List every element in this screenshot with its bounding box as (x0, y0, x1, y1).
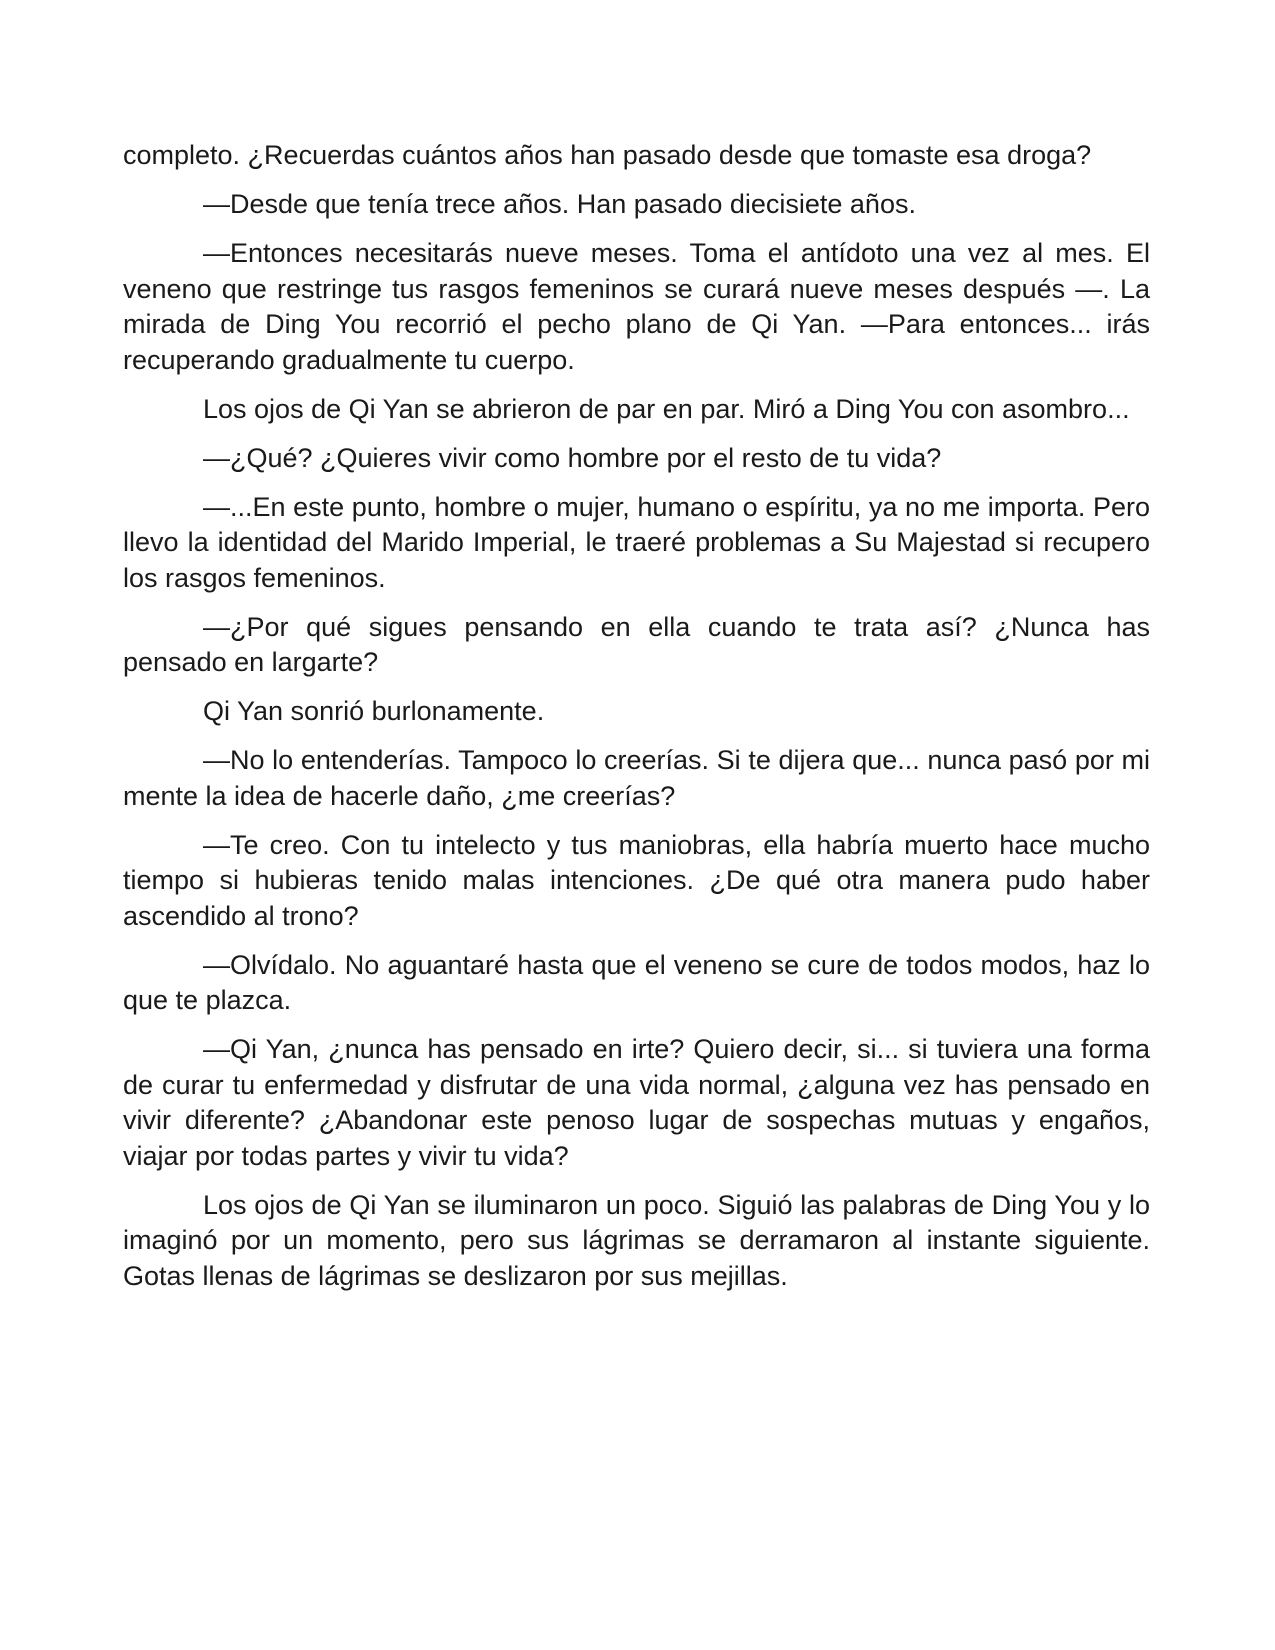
paragraph: Los ojos de Qi Yan se abrieron de par en par. Miró a Ding You con asombro... (203, 393, 1130, 424)
paragraph: —...En este punto, hombre o mujer, humano o espíritu, ya no me importa. Pero llevo la identidad del Marido Imperial, le traeré problemas a Su Majestad si recupero los rasgos femeninos. (123, 491, 1150, 593)
paragraph: Los ojos de Qi Yan se iluminaron un poco. Siguió las palabras de Ding You y lo imaginó por un momento, pero sus lágrimas se derramaron al instante siguiente. Gotas llenas de lágrimas se deslizaron por sus mejillas. (123, 1189, 1150, 1291)
paragraph: —Desde que tenía trece años. Han pasado diecisiete años. (203, 189, 916, 219)
paragraph: —Qi Yan, ¿nunca has pensado en irte? Quiero decir, si... si tuviera una forma de curar tu enfermedad y disfrutar de una vida normal, ¿alguna vez has pensado en vivir diferente? ¿Abandonar este penoso lugar de sospechas mutuas y engaños, viajar por todas partes y vivir tu vida? (123, 1034, 1150, 1171)
paragraph: Qi Yan sonrió burlonamente. (203, 696, 545, 726)
paragraph: —¿Qué? ¿Quieres vivir como hombre por el resto de tu vida? (203, 442, 942, 473)
paragraph: completo. ¿Recuerdas cuántos años han pasado desde que tomaste esa droga? (123, 140, 1092, 170)
paragraph: —Te creo. Con tu intelecto y tus maniobras, ella habría muerto hace mucho tiempo si hubieras tenido malas intenciones. ¿De qué otra manera pudo haber ascendido al trono? (123, 829, 1150, 931)
paragraph: —¿Por qué sigues pensando en ella cuando te trata así? ¿Nunca has pensado en largarte? (123, 611, 1150, 677)
paragraph: —Entonces necesitarás nueve meses. Toma el antídoto una vez al mes. El veneno que restringe tus rasgos femeninos se curará nueve meses después —. La mirada de Ding You recorrió el pecho plano de Qi Yan. —Para entonces... irás recuperando gradualmente tu cuerpo. (123, 238, 1150, 375)
paragraph: —No lo entenderías. Tampoco lo creerías. Si te dijera que... nunca pasó por mi mente la idea de hacerle daño, ¿me creerías? (123, 745, 1150, 811)
paragraph: —Olvídalo. No aguantaré hasta que el veneno se cure de todos modos, haz lo que te plazca. (123, 949, 1150, 1015)
